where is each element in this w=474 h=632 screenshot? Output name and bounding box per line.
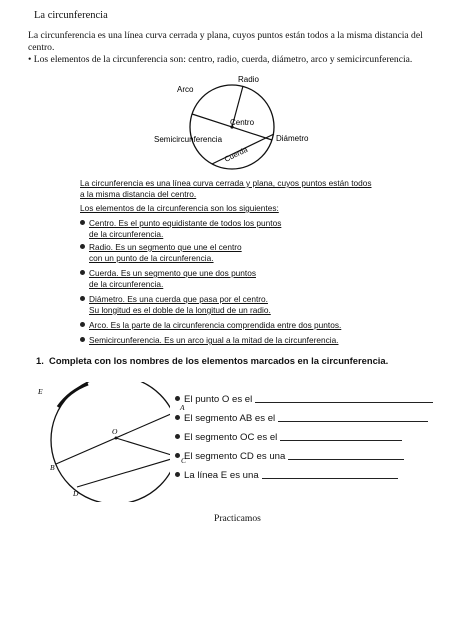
label-diametro: Diámetro: [276, 134, 309, 143]
notes-line-2: a la misma distancia del centro.: [80, 189, 197, 199]
bullet-icon: [80, 296, 85, 301]
exercise-prompt: Completa con los nombres de los elementos marcados en la circunferencia.: [49, 355, 389, 366]
bullet-icon: [175, 415, 180, 420]
elements-paragraph: • Los elementos de la circunferencia son: centro, radio, cuerda, diámetro, arco y semicircunferencia.: [28, 54, 413, 65]
definition-paragraph: La circunferencia es una línea curva cerrada y plana, cuyos puntos están todos a la misma distancia del centro.: [28, 30, 423, 53]
footer-practicamos: Practicamos: [214, 513, 261, 524]
label-a: A: [180, 403, 185, 412]
note-item-cuerda-cont: de la circunferencia.: [89, 279, 164, 289]
question-2: El segmento AB es el: [175, 412, 428, 424]
notes-heading: Los elementos de la circunferencia son los siguientes:: [80, 203, 279, 213]
note-item-cuerda: Cuerda. Es un segmento que une dos puntos: [80, 268, 256, 279]
page-title: La circunferencia: [34, 10, 108, 21]
answer-line-3[interactable]: [280, 431, 402, 441]
bullet-icon: [80, 337, 85, 342]
notes-line-1: La circunferencia es una línea curva cerrada y plana, cuyos puntos están todos: [80, 178, 372, 188]
note-item-diametro-cont: Su longitud es el doble de la longitud de un radio.: [89, 305, 271, 315]
question-1: El punto O es el: [175, 393, 433, 405]
segment-cd: [77, 457, 170, 487]
note-item-centro-cont: de la circunferencia.: [89, 229, 164, 239]
label-radio: Radio: [238, 75, 259, 84]
point-o: [115, 437, 118, 440]
question-5: La línea E es una: [175, 469, 398, 481]
circle-elements-diagram: [150, 72, 350, 176]
label-arco: Arco: [177, 85, 194, 94]
bullet-icon: [80, 270, 85, 275]
label-b: B: [50, 463, 55, 472]
note-item-radio-cont: con un punto de la circunferencia.: [89, 253, 214, 263]
label-c: C: [181, 456, 187, 465]
bullet-icon: [80, 244, 85, 249]
exercise-circle-diagram: [30, 382, 170, 502]
label-o: O: [112, 427, 118, 436]
exercise-circle: [51, 382, 170, 502]
bullet-icon: [175, 453, 180, 458]
note-item-semicircunferencia: Semicircunferencia. Es un arco igual a la mitad de la circunferencia.: [80, 335, 339, 346]
bullet-icon: [175, 434, 180, 439]
label-cuerda: Cuerda: [222, 144, 249, 164]
bullet-icon: [175, 396, 180, 401]
exercise-heading: [36, 355, 388, 366]
bullet-icon: [80, 322, 85, 327]
note-item-arco: Arco. Es la parte de la circunferencia comprendida entre dos puntos.: [80, 320, 341, 331]
label-centro: Centro: [230, 118, 255, 127]
bullet-icon: [175, 472, 180, 477]
answer-line-2[interactable]: [278, 412, 428, 422]
answer-line-4[interactable]: [288, 450, 404, 460]
bullet-icon: [80, 220, 85, 225]
elements-text: Los elementos de la circunferencia son: centro, radio, cuerda, diámetro, arco y semicircunferencia.: [33, 54, 413, 65]
answer-line-5[interactable]: [262, 469, 398, 479]
label-semicircunferencia: Semicircunferencia: [154, 135, 223, 144]
question-3: El segmento OC es el: [175, 431, 402, 443]
answer-line-1[interactable]: [255, 393, 433, 403]
question-4: El segmento CD es una: [175, 450, 404, 462]
note-item-diametro: Diámetro. Es una cuerda que pasa por el centro.: [80, 294, 268, 305]
note-item-centro: Centro. Es el punto equidistante de todos los puntos: [80, 218, 281, 229]
label-d: D: [73, 489, 79, 498]
segment-ab: [56, 410, 170, 464]
arc-e: [58, 384, 88, 407]
note-item-radio: Radio. Es un segmento que une el centro: [80, 242, 242, 253]
label-e: E: [38, 387, 43, 396]
segment-oc: [116, 438, 170, 457]
exercise-number: 1.: [36, 355, 44, 366]
